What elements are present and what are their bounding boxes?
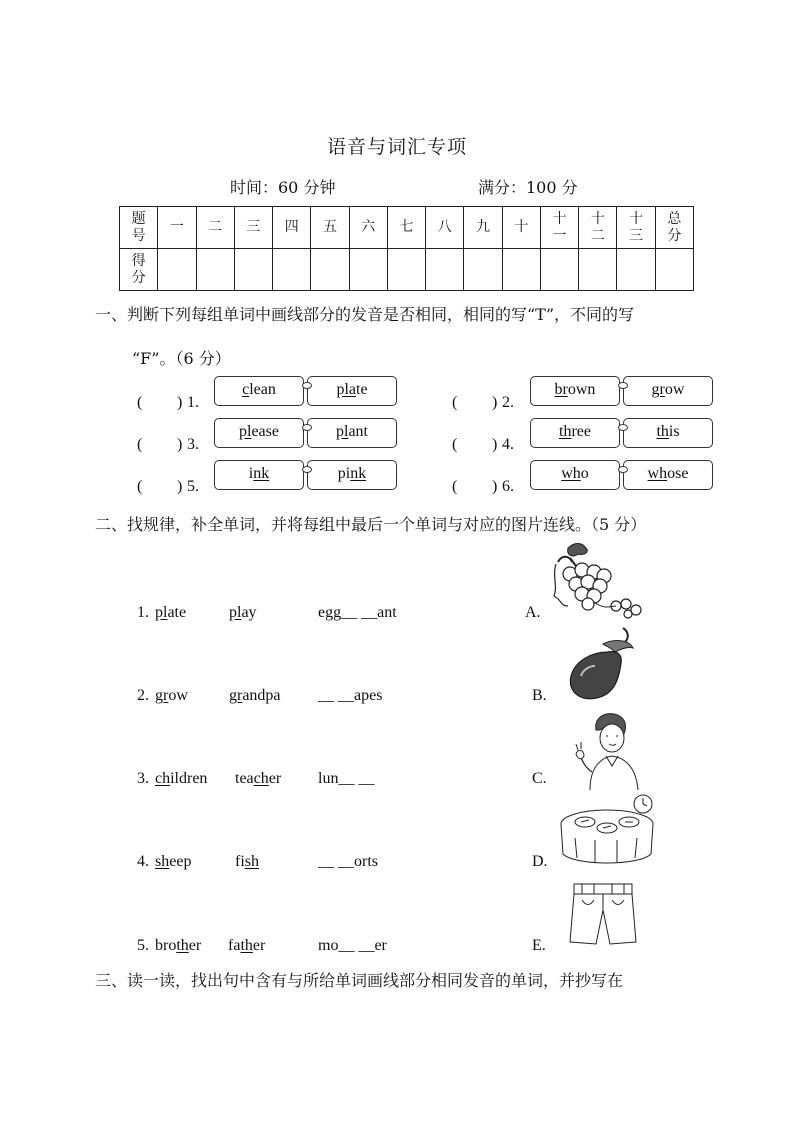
word-part: is <box>668 423 680 440</box>
word-underlined-part: br <box>554 381 568 398</box>
item-number: 5. <box>187 478 199 495</box>
table-col: 一 <box>158 207 196 249</box>
word-part: ow <box>664 381 685 398</box>
word-part: andpa <box>242 687 281 704</box>
word-part: i <box>248 465 254 482</box>
row-number: 2. <box>137 687 149 704</box>
answer-paren-close: ) <box>177 394 183 411</box>
word-part: eep <box>169 853 192 870</box>
section1-heading: 一、判断下列每组单词中画线部分的发音是否相同，相同的写“T”，不同的写 <box>95 305 635 324</box>
example-word-a <box>155 937 201 955</box>
row-number: 5. <box>137 937 149 954</box>
answer-paren-open: ( <box>452 478 458 495</box>
word-underlined-part: wh <box>647 465 668 482</box>
score-cell[interactable] <box>464 249 502 291</box>
eggplant-picture <box>563 624 643 706</box>
example-word-b <box>229 604 257 622</box>
answer-paren-open: ( <box>452 394 458 411</box>
word-part: own <box>567 381 596 398</box>
word-underlined-part: pla <box>336 381 356 398</box>
card-ring-icon <box>302 382 312 389</box>
word-card <box>307 376 397 406</box>
item-number: 1. <box>187 394 199 411</box>
answer-blank[interactable] <box>147 436 175 454</box>
word-card <box>623 376 713 406</box>
table-col: 九 <box>464 207 502 249</box>
word-underlined-part: ch <box>155 770 171 787</box>
score-cell[interactable] <box>387 249 425 291</box>
word-underlined-part: nk <box>253 465 270 482</box>
answer-paren-close: ) <box>492 478 498 495</box>
fill-word[interactable]: __ __apes <box>318 687 383 704</box>
example-word-a <box>155 853 191 871</box>
answer-paren-close: ) <box>492 436 498 453</box>
word-part: le <box>249 381 261 398</box>
shorts-picture <box>568 880 640 950</box>
fill-word[interactable]: __ __orts <box>318 853 378 870</box>
score-cell[interactable] <box>158 249 196 291</box>
word-underlined-part: pl <box>229 604 242 621</box>
item-number: 3. <box>187 436 199 453</box>
word-part: fa <box>228 937 241 954</box>
word-underlined-part: th <box>176 937 189 954</box>
score-cell[interactable] <box>502 249 540 291</box>
score-label: 满分：100 分 <box>478 178 578 197</box>
word-underlined-part: nk <box>350 465 367 482</box>
card-ring-icon <box>302 424 312 431</box>
grapes-picture <box>548 540 648 620</box>
word-part: ow <box>168 687 188 704</box>
table-col: 二 <box>196 207 234 249</box>
word-underlined-part: th <box>240 937 253 954</box>
answer-paren-open: ( <box>137 436 143 453</box>
table-col: 十二 <box>579 207 617 249</box>
word-card <box>623 418 713 448</box>
table-col: 六 <box>349 207 387 249</box>
score-cell[interactable] <box>540 249 578 291</box>
item-number: 4. <box>502 436 514 453</box>
word-part: ant <box>348 423 368 440</box>
word-part: ay <box>241 604 257 621</box>
word-part: er <box>252 937 266 954</box>
word-underlined-part: pl <box>239 423 252 440</box>
answer-blank[interactable] <box>462 436 490 454</box>
word-part: ree <box>571 423 591 440</box>
word-part: ate <box>167 604 187 621</box>
score-cell[interactable] <box>579 249 617 291</box>
word-part: ildren <box>170 770 208 787</box>
word-underlined-part: gr <box>155 687 169 704</box>
item-number: 2. <box>502 394 514 411</box>
answer-blank[interactable] <box>147 394 175 412</box>
answer-paren-close: ) <box>177 478 183 495</box>
word-part: tea <box>235 770 254 787</box>
word-card <box>530 418 620 448</box>
section1-heading-2: “F”。（6 分） <box>132 349 231 368</box>
word-part: pi <box>337 465 351 482</box>
word-part: er <box>188 937 202 954</box>
table-col: 十三 <box>617 207 655 249</box>
section3-heading: 三、读一读，找出句中含有与所给单词画线部分相同发音的单词，并抄写在 <box>95 971 624 990</box>
word-part: fi <box>235 853 245 870</box>
row-number: 4. <box>137 853 149 870</box>
table-col: 四 <box>273 207 311 249</box>
answer-blank[interactable] <box>462 478 490 496</box>
item-number: 6. <box>502 478 514 495</box>
answer-paren-open: ( <box>137 478 143 495</box>
card-ring-icon <box>618 382 628 389</box>
word-underlined-part: gr <box>229 687 243 704</box>
score-cell[interactable] <box>234 249 272 291</box>
word-underlined-part: th <box>559 423 572 440</box>
table-head-ti: 题号 <box>120 207 158 249</box>
word-card <box>214 418 304 448</box>
picture-letter: B. <box>532 687 547 704</box>
word-card <box>307 460 397 490</box>
score-cell[interactable] <box>311 249 349 291</box>
word-underlined-part: gr <box>651 381 665 398</box>
table-head-score: 得分 <box>120 249 158 291</box>
picture-letter: E. <box>532 937 546 954</box>
table-col: 七 <box>387 207 425 249</box>
example-word-a <box>155 770 207 788</box>
word-underlined-part: wh <box>561 465 581 482</box>
section2-heading: 二、找规律，补全单词，并将每组中最后一个单词与对应的图片连线。（5 分） <box>95 515 647 534</box>
card-ring-icon <box>302 466 312 473</box>
answer-paren-close: ) <box>492 394 498 411</box>
table-col: 总分 <box>655 207 693 249</box>
example-word-b <box>235 853 259 871</box>
word-part: bro <box>155 937 177 954</box>
answer-paren-open: ( <box>452 436 458 453</box>
score-cell[interactable] <box>426 249 464 291</box>
word-card <box>530 460 620 490</box>
picture-letter: D. <box>532 853 548 870</box>
picture-letter: A. <box>525 604 541 621</box>
table-col: 八 <box>426 207 464 249</box>
card-ring-icon <box>618 424 628 431</box>
word-part: ease <box>251 423 279 440</box>
score-table <box>119 206 694 291</box>
word-underlined-part: th <box>656 423 669 440</box>
picture-letter: C. <box>532 770 547 787</box>
word-card <box>307 418 397 448</box>
word-underlined-part: sh <box>155 853 170 870</box>
answer-paren-close: ) <box>177 436 183 453</box>
word-part: o <box>580 465 589 482</box>
word-part: te <box>356 381 368 398</box>
word-underlined-part: c <box>242 381 250 398</box>
table-col: 十 <box>502 207 540 249</box>
fill-word[interactable]: mo__ __er <box>318 937 387 954</box>
word-underlined-part: sh <box>244 853 260 870</box>
word-underlined-part: pl <box>155 604 168 621</box>
example-word-a <box>155 687 188 705</box>
word-underlined-part: ch <box>253 770 269 787</box>
word-card <box>214 376 304 406</box>
answer-paren-open: ( <box>137 394 143 411</box>
page-title: 语音与词汇专项 <box>326 136 467 158</box>
card-ring-icon <box>618 466 628 473</box>
word-part: an <box>260 381 276 398</box>
word-card <box>214 460 304 490</box>
score-cell[interactable] <box>273 249 311 291</box>
score-cell[interactable] <box>655 249 693 291</box>
table-col: 五 <box>311 207 349 249</box>
time-label: 时间：60 分钟 <box>230 178 336 197</box>
score-cell[interactable] <box>196 249 234 291</box>
table-col: 十一 <box>540 207 578 249</box>
word-card <box>530 376 620 406</box>
mother-picture <box>572 710 644 792</box>
example-word-b <box>228 937 265 955</box>
row-number: 3. <box>137 770 149 787</box>
fill-word[interactable]: lun__ __ <box>318 770 375 787</box>
example-word-a <box>155 604 186 622</box>
answer-blank[interactable] <box>147 478 175 496</box>
score-cell[interactable] <box>349 249 387 291</box>
lunch-picture <box>555 792 665 868</box>
answer-blank[interactable] <box>462 394 490 412</box>
word-part: er <box>268 770 282 787</box>
row-number: 1. <box>137 604 149 621</box>
score-cell[interactable] <box>617 249 655 291</box>
example-word-b <box>235 770 281 788</box>
example-word-b <box>229 687 281 705</box>
word-card <box>623 460 713 490</box>
word-part: ose <box>667 465 689 482</box>
word-underlined-part: pl <box>336 423 349 440</box>
fill-word[interactable]: egg__ __ant <box>318 604 397 621</box>
table-col: 三 <box>234 207 272 249</box>
